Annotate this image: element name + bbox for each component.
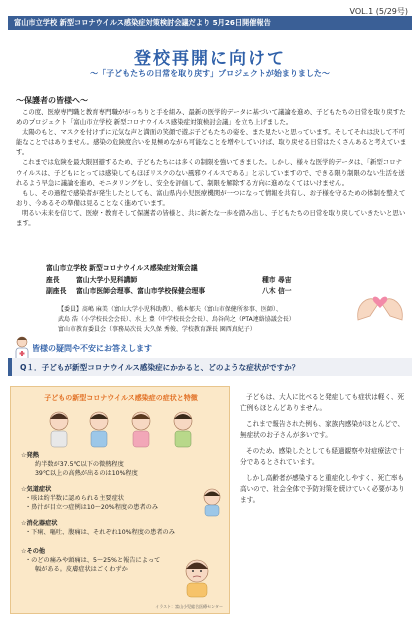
info-section [21,485,158,512]
symptoms-infographic [10,386,230,614]
members-line: 武島 浩（小学校長会会長）、水上 豊（中学校長会会長）、鳥谷尚之（PTA連絡協議会長） [58,316,295,323]
signature-name: 種市 尋宙 [262,275,292,284]
paragraph: 太陽のもと、マスクを付けずに元気な声と満面の笑顔で遊ぶ子どもたちの姿を、また見たいと思っています。そしてそれは決して不可能なことではありません。感染の危険度合いを見極めながら可能なことを増やしていけば、取り戻せる日常はたくさんあると考えています。 [16,128,407,157]
signature-affiliation: 富山市医師会理事、富山市学校保健会理事 [76,287,206,295]
answer-paragraph: 子どもは、大人に比べると発症しても症状は軽く、死亡例もほとんどありません。 [240,393,405,412]
section-heading: 皆様の疑問や不安にお答えします [32,344,152,353]
info-section [21,519,175,537]
signature-name: 八木 信一 [262,287,292,295]
info-heading: ☆消化器症状 [21,520,58,527]
members-line: 富山市教育委員会（事務局次長 大久保 秀俊、学校教育課長 園西真紀子） [58,326,256,333]
header-banner: 富山市立学校 新型コロナウイルス感染症対策検討会議だより 5月26日開催報告 [8,16,412,30]
signature-org: 富山市立学校 新型コロナウイルス感染症対策会議 [46,264,198,272]
signature-affiliation: 富山大学小児科講師 [76,275,138,284]
info-line: 幅がある。皮膚症状はごくわずか [35,566,128,573]
paragraph: この度、医療専門職と教育専門職ががっちりと手を組み、最新の医学的データに基づいて議論を進め、子どもたちの日常を取り戻すためのプロジェクト「富山市立学校 新型コロナウイルス感染症対策検討会議」を立ち上げました。 [16,108,406,127]
illustration-credit: イラスト：富山小児総合医療センター [155,604,223,609]
paragraph: 明るい未来を信じて、医療・教育そして保護者の皆様と、共に新たな一歩を踏み出し、子どもたちの日常を取り戻していきたいと思います。 [16,208,406,228]
info-line: 39℃以上の高熱が出るのは10%程度 [35,470,138,477]
answer-paragraph: しかし高齢者が感染すると重症化しやすく、死亡率も高いので、社会全体で予防対策を続けていく必要があります。 [240,474,405,504]
signature-row [46,286,346,298]
answer-paragraph: これまで報告された例も、家族内感染がほとんどで、無症状のお子さんが多いです。 [240,420,405,439]
infographic-title: 子どもの新型コロナウイルス感染症の症状と特徴 [44,394,198,402]
signature-role: 副座長 [46,287,67,295]
signature-block [46,263,346,298]
info-heading: ☆発熱 [21,452,39,459]
children-illustration [41,407,201,449]
paragraph: これまでは危険を最大限回避するため、子どもたちには多くの制限を強いてきました。しかし、様々な医学的データは、「新型コロナウイルスは、子どもにとっては感染してもほぼリスクのない風邪ウイルスである」と示していますので、できる限り制限のない生活を送れるよう早急に議論を進め、モニタリングをし、安全を評価して、制限を解除する方向に進めなくてはいけません。 [16,158,405,187]
signature-role: 座長 [46,275,60,284]
info-heading: ☆その他 [21,548,46,555]
info-section [21,451,138,478]
greeting-heading: ～保護者の皆様へ～ [16,96,88,105]
page-title: 登校再開に向けて [134,49,286,69]
info-heading: ☆気道症状 [21,486,52,493]
page-subtitle: ～「子どもたちの日常を取り戻す」プロジェクトが始まりました～ [90,69,330,78]
tissue-child-illustration [199,487,225,517]
answer-text [240,392,410,511]
info-section [21,547,160,574]
members-list [58,305,378,335]
info-line: ・のどの痛みや頭痛は、5～25%と報告によって [25,557,161,564]
info-line: ・下痢、嘔吐、腹痛は、それぞれ10%程度の患者のみ [25,529,175,536]
info-line: ・鼻汁が目立つ症例は10～20%程度の患者のみ [25,504,158,511]
letter-body [16,107,408,228]
signature-row [46,275,346,287]
info-line: ・咳は約半数に認められる主要症状 [25,495,124,502]
info-line: 約半数が37.5℃以下の微熱程度 [35,461,124,468]
paragraph: もし、その過程で感染者が発生したとしても、富山県内小児医療機関が一つになって情報を共有し、お子様を守るための体制を整えており、今あるその準備は見ることなく進めています。 [16,188,406,207]
question-bar: Q１．子どもが新型コロナウイルス感染症にかかると、どのような症状がですか？ [8,358,412,376]
sick-child-illustration [171,555,223,599]
answer-paragraph: そのため、感染したとしても経過観察や対症療法で十分であるとされています。 [240,447,404,466]
members-line: 【委員】髙嶋 麻美（富山大学小児科助教）、橋本郁夫（富山市保健所参事、医師）、 [58,306,282,313]
volume-label: VOL.1 (5/29号) [349,7,408,16]
